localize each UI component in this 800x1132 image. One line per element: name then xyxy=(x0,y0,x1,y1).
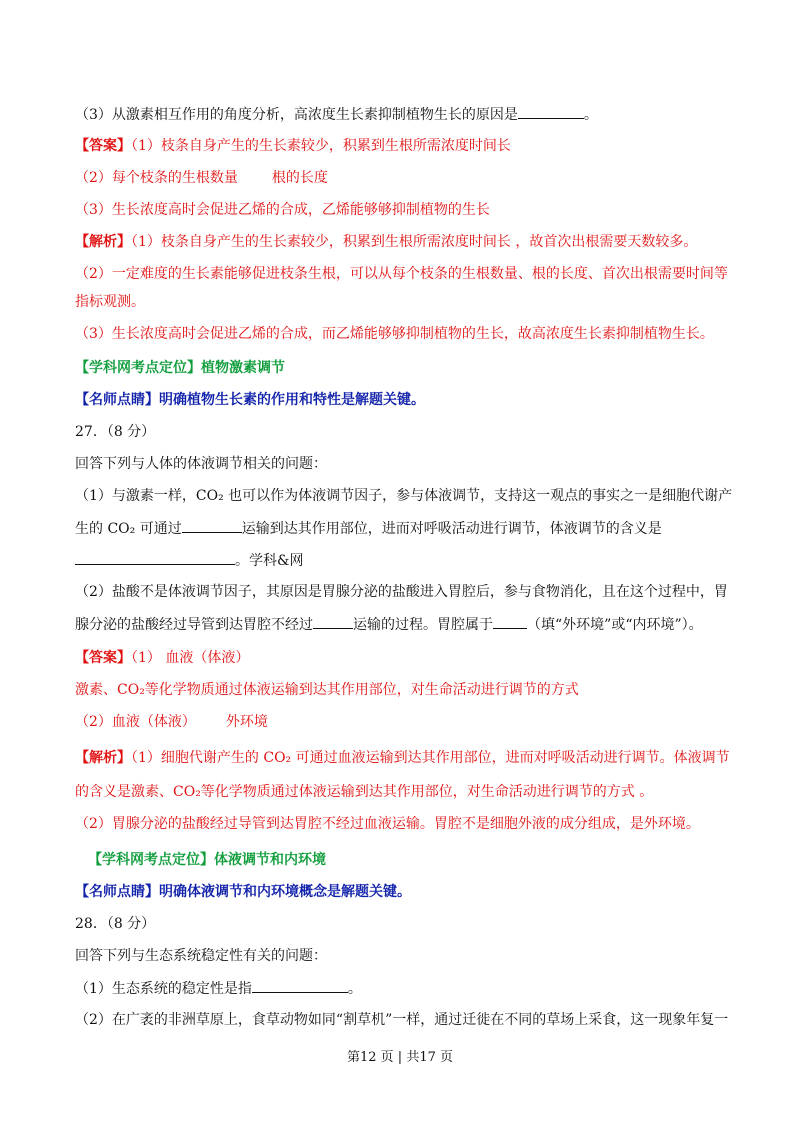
explanation-label: 【解析】 xyxy=(75,234,131,250)
answer-26-line3: （3）生长浓度高时会促进乙烯的合成，乙烯能够够抑制植物的生长 xyxy=(75,202,490,218)
explanation-label: 【解析】 xyxy=(75,750,131,766)
answer-blank xyxy=(313,614,353,629)
answer-27-line3: （2）血液（体液） 外环境 xyxy=(75,714,268,730)
answer-27-line2: 激素、CO₂等化学物质通过体液运输到达其作用部位，对生命活动进行调节的方式 xyxy=(75,682,579,698)
explanation-27-line2: 的含义是激素、CO₂等化学物质通过体液运输到达其作用部位，对生命活动进行调节的方式 。 xyxy=(75,784,654,800)
q26-part3: （3）从激素相互作用的角度分析，高浓度生长素抑制植物生长的原因是 。 xyxy=(75,104,730,125)
question-27-part2-line2: 腺分泌的盐酸经过导管到达胃腔不经过 运输的过程。胃腔属于 （填“外环境”或“内环境”）。 xyxy=(75,614,730,635)
teacher-tip-27: 【名师点睛】明确体液调节和内环境概念是解题关键。 xyxy=(75,884,411,900)
page-footer: 第12 页 | 共17 页 xyxy=(347,1050,453,1065)
answer-blank xyxy=(518,104,584,119)
explanation-26-line1: 【解析】（1）枝条自身产生的生长素较少，积累到生根所需浓度时间长 ，故首次出根需要天数较多。 xyxy=(75,234,698,250)
answer-label: 【答案】 xyxy=(75,650,131,666)
answer-label: 【答案】 xyxy=(75,138,131,154)
explanation-26-line4: （3）生长浓度高时会促进乙烯的合成，而乙烯能够够抑制植物的生长，故高浓度生长素抑制植物生长。 xyxy=(75,326,714,342)
knowledge-point-26: 【学科网考点定位】植物激素调节 xyxy=(75,360,285,376)
answer-blank xyxy=(75,550,235,565)
knowledge-point-27: 【学科网考点定位】体液调节和内环境 xyxy=(88,852,326,868)
explanation-27-line1: 【解析】（1）细胞代谢产生的 CO₂ 可通过血液运输到达其作用部位，进而对呼吸活动进行调节。体液调节 xyxy=(75,750,730,766)
answer-26-line1: 【答案】（1）枝条自身产生的生长素较少，积累到生根所需浓度时间长 xyxy=(75,138,511,154)
explanation-27-line3: （2）胃腺分泌的盐酸经过导管到达胃腔不经过血液运输。胃腔不是细胞外液的成分组成，是外环境。 xyxy=(75,816,700,832)
question-27-part2-line1: （2）盐酸不是体液调节因子，其原因是胃腺分泌的盐酸进入胃腔后，参与食物消化，且在这个过程中，胃 xyxy=(75,584,728,600)
question-27-part1-line2: 生的 CO₂ 可通过 运输到达其作用部位，进而对呼吸活动进行调节，体液调节的含义是 xyxy=(75,518,730,539)
teacher-tip-26: 【名师点睛】明确植物生长素的作用和特性是解题关键。 xyxy=(75,392,425,408)
explanation-26-line3: 指标观测。 xyxy=(75,294,145,310)
question-27-intro: 回答下列与人体的体液调节相关的问题： xyxy=(75,456,327,472)
question-27-part1-line3: 。学科&网 xyxy=(75,550,730,571)
answer-26-line2: （2）每个枝条的生根数量 根的长度 xyxy=(75,170,328,186)
question-27-number: 27．（8 分） xyxy=(75,424,156,440)
answer-blank xyxy=(493,614,527,629)
question-27-part1-line1: （1）与激素一样，CO₂ 也可以作为体液调节因子，参与体液调节，支持这一观点的事实之一是细胞代谢产 xyxy=(75,488,733,504)
question-28-intro: 回答下列与生态系统稳定性有关的问题： xyxy=(75,948,327,964)
question-28-part2: （2）在广袤的非洲草原上，食草动物如同“割草机”一样，通过迁徙在不同的草场上采食，这一现象年复一 xyxy=(75,1012,729,1028)
answer-27-line1: 【答案】（1） 血液（体液） xyxy=(75,650,250,666)
explanation-26-line2: （2）一定难度的生长素能够促进枝条生根，可以从每个枝条的生根数量、根的长度、首次出根需要时间等 xyxy=(75,266,728,282)
question-28-part1: （1）生态系统的稳定性是指 。 xyxy=(75,978,730,999)
question-28-number: 28．（8 分） xyxy=(75,916,156,932)
answer-blank xyxy=(182,518,242,533)
answer-blank xyxy=(252,978,348,993)
